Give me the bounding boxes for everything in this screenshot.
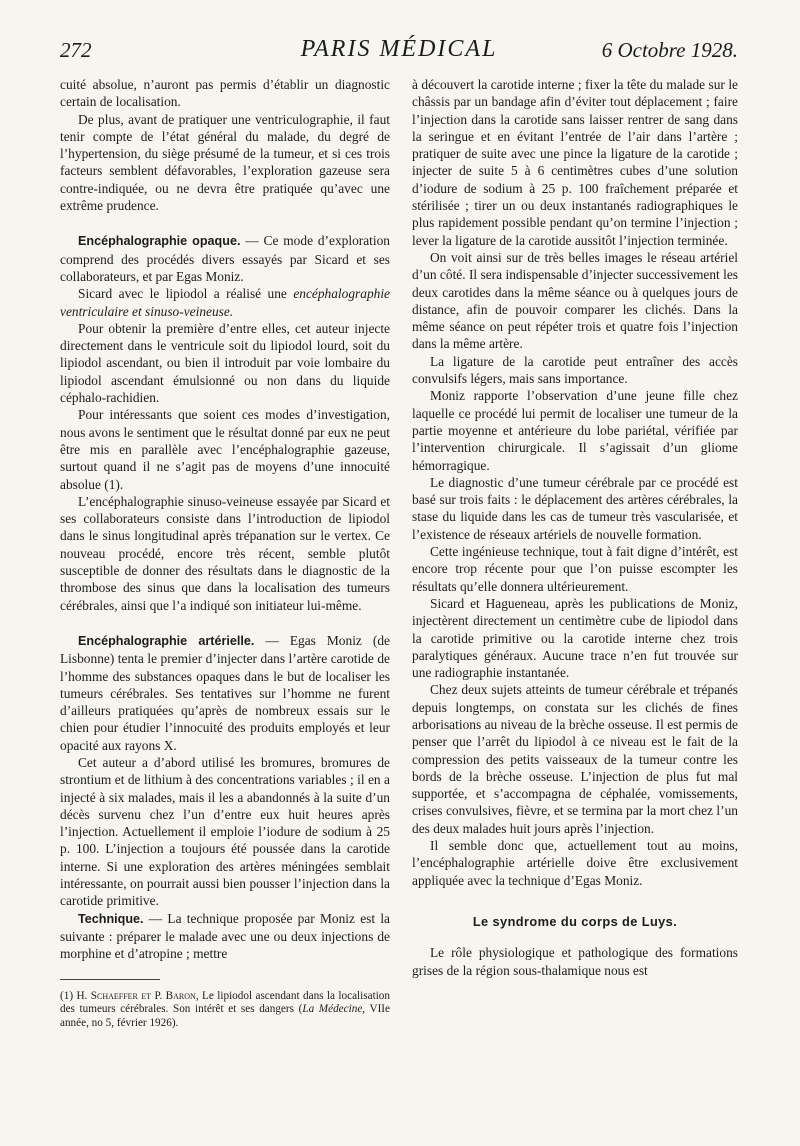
paragraph: Pour obtenir la première d’entre elles, cet auteur injecte directement dans le ventricule soit du lipiodol lourd, soit du lipiodol ascendant, ou bien il introduit par voie lombaire du lipiodol ascendant émulsionné ou non dans du liquide céphalo-rachidien. [60, 320, 390, 406]
paragraph: Moniz rapporte l’observation d’une jeune fille chez laquelle ce procédé lui permit de localiser une tumeur de la partie moyenne et antérieure du lobe pariétal, vérifiée par l’intervention chirurgicale. Il s’agissait d’un gliome hémorragique. [412, 388, 738, 473]
paragraph: Chez deux sujets atteints de tumeur cérébrale et trépanés depuis longtemps, on constata sur les clichés de fines arborisations au niveau de la brèche osseuse. Il est permis de penser que l’arrêt du lipiodol à ce niveau est le fait de la compression des petits vaisseaux de la tumeur contre les bords de la brèche osseuse. L’injection de plus fut mal supportée, et s’accompagna de céphalée, vomissements, crises convulsives, fièvre, et se termina par la mort chez l’un des deux malades huit jours après l’injection. [412, 682, 738, 836]
paragraph: cuité absolue, n’auront pas permis d’établir un diagnostic certain de localisation. [60, 77, 390, 110]
page-number: 272 [60, 38, 92, 62]
paragraph: Cette ingénieuse technique, tout à fait digne d’intérêt, est encore trop récente pour que l’on puisse escompter les résultats qu’elle donnera ultérieurement. [412, 544, 738, 594]
paragraph: Sicard avec le lipiodol a réalisé une encéphalographie ventriculaire et sinuso-veineuse. [60, 286, 390, 319]
paragraph: On voit ainsi sur de très belles images le réseau artériel d’un côté. Il sera indispensable d’injecter successivement les deux carotides dans la même séance ou à quelques jours de distance, afin de pouvoir comparer les clichés. Dans la même séance on peut répéter trois et quatre fois l’injection dans la même artère. [412, 249, 738, 352]
paragraph: La ligature de la carotide peut entraîner des accès convulsifs légers, mais sans importance. [412, 353, 738, 387]
paragraph: Cet auteur a d’abord utilisé les bromures, bromures de strontium et de lithium à des concentrations variables ; il en a injecté à six malades, mais il les a abandonnés à la suite d’un décès survenu chez l’un d’entre eux huit heures après l’injection. Actuellement il emploie l’iodure de sodium à 25 p. 100. L’injection a toujours été poussée dans la carotide interne. Si une exploration des artères méningées semblait intéressante, on pourrait aussi bien pousser l’injection dans la carotide primitive. [60, 754, 390, 909]
section-heading: Encéphalographie opaque. [78, 234, 241, 249]
paragraph: Pour intéressants que soient ces modes d’investigation, nous avons le sentiment que le résultat donné par eux ne peut être mis en parallèle avec l’encéphalographie gazeuse, surtout quand il ne s’agit pas de moyens d’une innocuité absolue (1). [60, 407, 390, 492]
paragraph-encephalographie-opaque: Encéphalographie opaque. — Ce mode d’exploration comprend des procédés divers essayés par Sicard et ses collaborateurs, et par Egas Moniz. [60, 233, 390, 284]
paragraph: Sicard et Hagueneau, après les publications de Moniz, injectèrent directement un centimètre cube de lipiodol dans la carotide primitive ou la carotide interne chez trois paralytiques généraux. Aucune trace n’en fut trouvée sur une radiographie instantanée. [412, 595, 738, 681]
right-column [412, 76, 738, 979]
paragraph: Le diagnostic d’une tumeur cérébrale par ce procédé est basé sur trois faits : le déplacement des artères cérébrales, la stase du liquide dans les cas de tumeur très vascularisée, et l’existence de réseaux artériels de nouvelle formation. [412, 474, 738, 542]
issue-date: 6 Octobre 1928. [601, 38, 738, 62]
section-heading: Encéphalographie artérielle. [78, 633, 255, 648]
paragraph: à découvert la carotide interne ; fixer la tête du malade sur le châssis par un bandage afin d’éviter tout déplacement ; faire l’injection dans la carotide sans laisser rentrer de sang dans la seringue et en évitant l’entrée de l’air dans l’artère ; pratiquer de suite avec une pince la ligature de la carotide ; injecter de suite 5 à 6 centimètres cubes d’une solution d’iodure de sodium à 25 p. 100 fraîchement préparée et stérilisée ; tirer un ou deux instantanés radiographiques le plus rapidement possible pendant qu’on termine l’injection ; lever la ligature de la carotide aussitôt l’injection terminée. [412, 77, 738, 248]
paragraph-technique: Technique. — La technique proposée par Moniz est la suivante : préparer le malade avec une ou deux injections de morphine et d’atropine ; mettre [60, 910, 390, 962]
paragraph-encephalographie-arterielle: Encéphalographie artérielle. — Egas Moniz (de Lisbonne) tenta le premier d’injecter dans l’artère carotide de l’homme des substances opaques dans le but de localiser les tumeurs cérébrales. Ses tentatives sur l’homme ne furent d’ailleurs pratiquées qu’après de nombreux essais sur le chien pour étudier l’innocuité des produits employés et leur opacité aux rayons X. [60, 632, 390, 753]
paragraph: Le rôle physiologique et pathologique des formations grises de la région sous-thalamique nous est [412, 945, 738, 978]
paragraph: L’encéphalographie sinuso-veineuse essayée par Sicard et ses collaborateurs consiste dans l’introduction de lipiodol dans le sinus longitudinal après trépanation sur le vertex. Ce nouveau procédé, encore très récent, semble plutôt susceptible de donner des résultats dans le diagnostic de la thrombose des sinus que dans la localisation des tumeurs cérébrales, ainsi que l’a indiqué son initiateur lui-même. [60, 493, 390, 613]
left-column [60, 76, 390, 1031]
paragraph: Il semble donc que, actuellement tout au moins, l’encéphalographie artérielle doive être exclusivement appliquée avec la technique d’Egas Moniz. [412, 838, 738, 888]
page-header [60, 38, 738, 72]
footnote: (1) H. Schaeffer et P. Baron, Le lipiodol ascendant dans la localisation des tumeurs cérébrales. Son intérêt et ses dangers (La Médecine, VIIe année, no 5, février 1926). [60, 989, 390, 1030]
paragraph: De plus, avant de pratiquer une ventriculographie, il faut tenir compte de l’état général du malade, du degré de l’hypertension, du siège présumé de la tumeur, et si ces trois facteurs semblent défavorables, l’exploration gazeuse sera contre-indiquée, ou ne devra être pratiquée qu’avec une extrême prudence. [60, 111, 390, 214]
section-title-corps-de-luys: Le syndrome du corps de Luys. [472, 913, 678, 929]
subsection-heading: Technique. [78, 911, 144, 926]
journal-title: PARIS MÉDICAL [300, 36, 498, 62]
footnote-divider [60, 979, 160, 980]
